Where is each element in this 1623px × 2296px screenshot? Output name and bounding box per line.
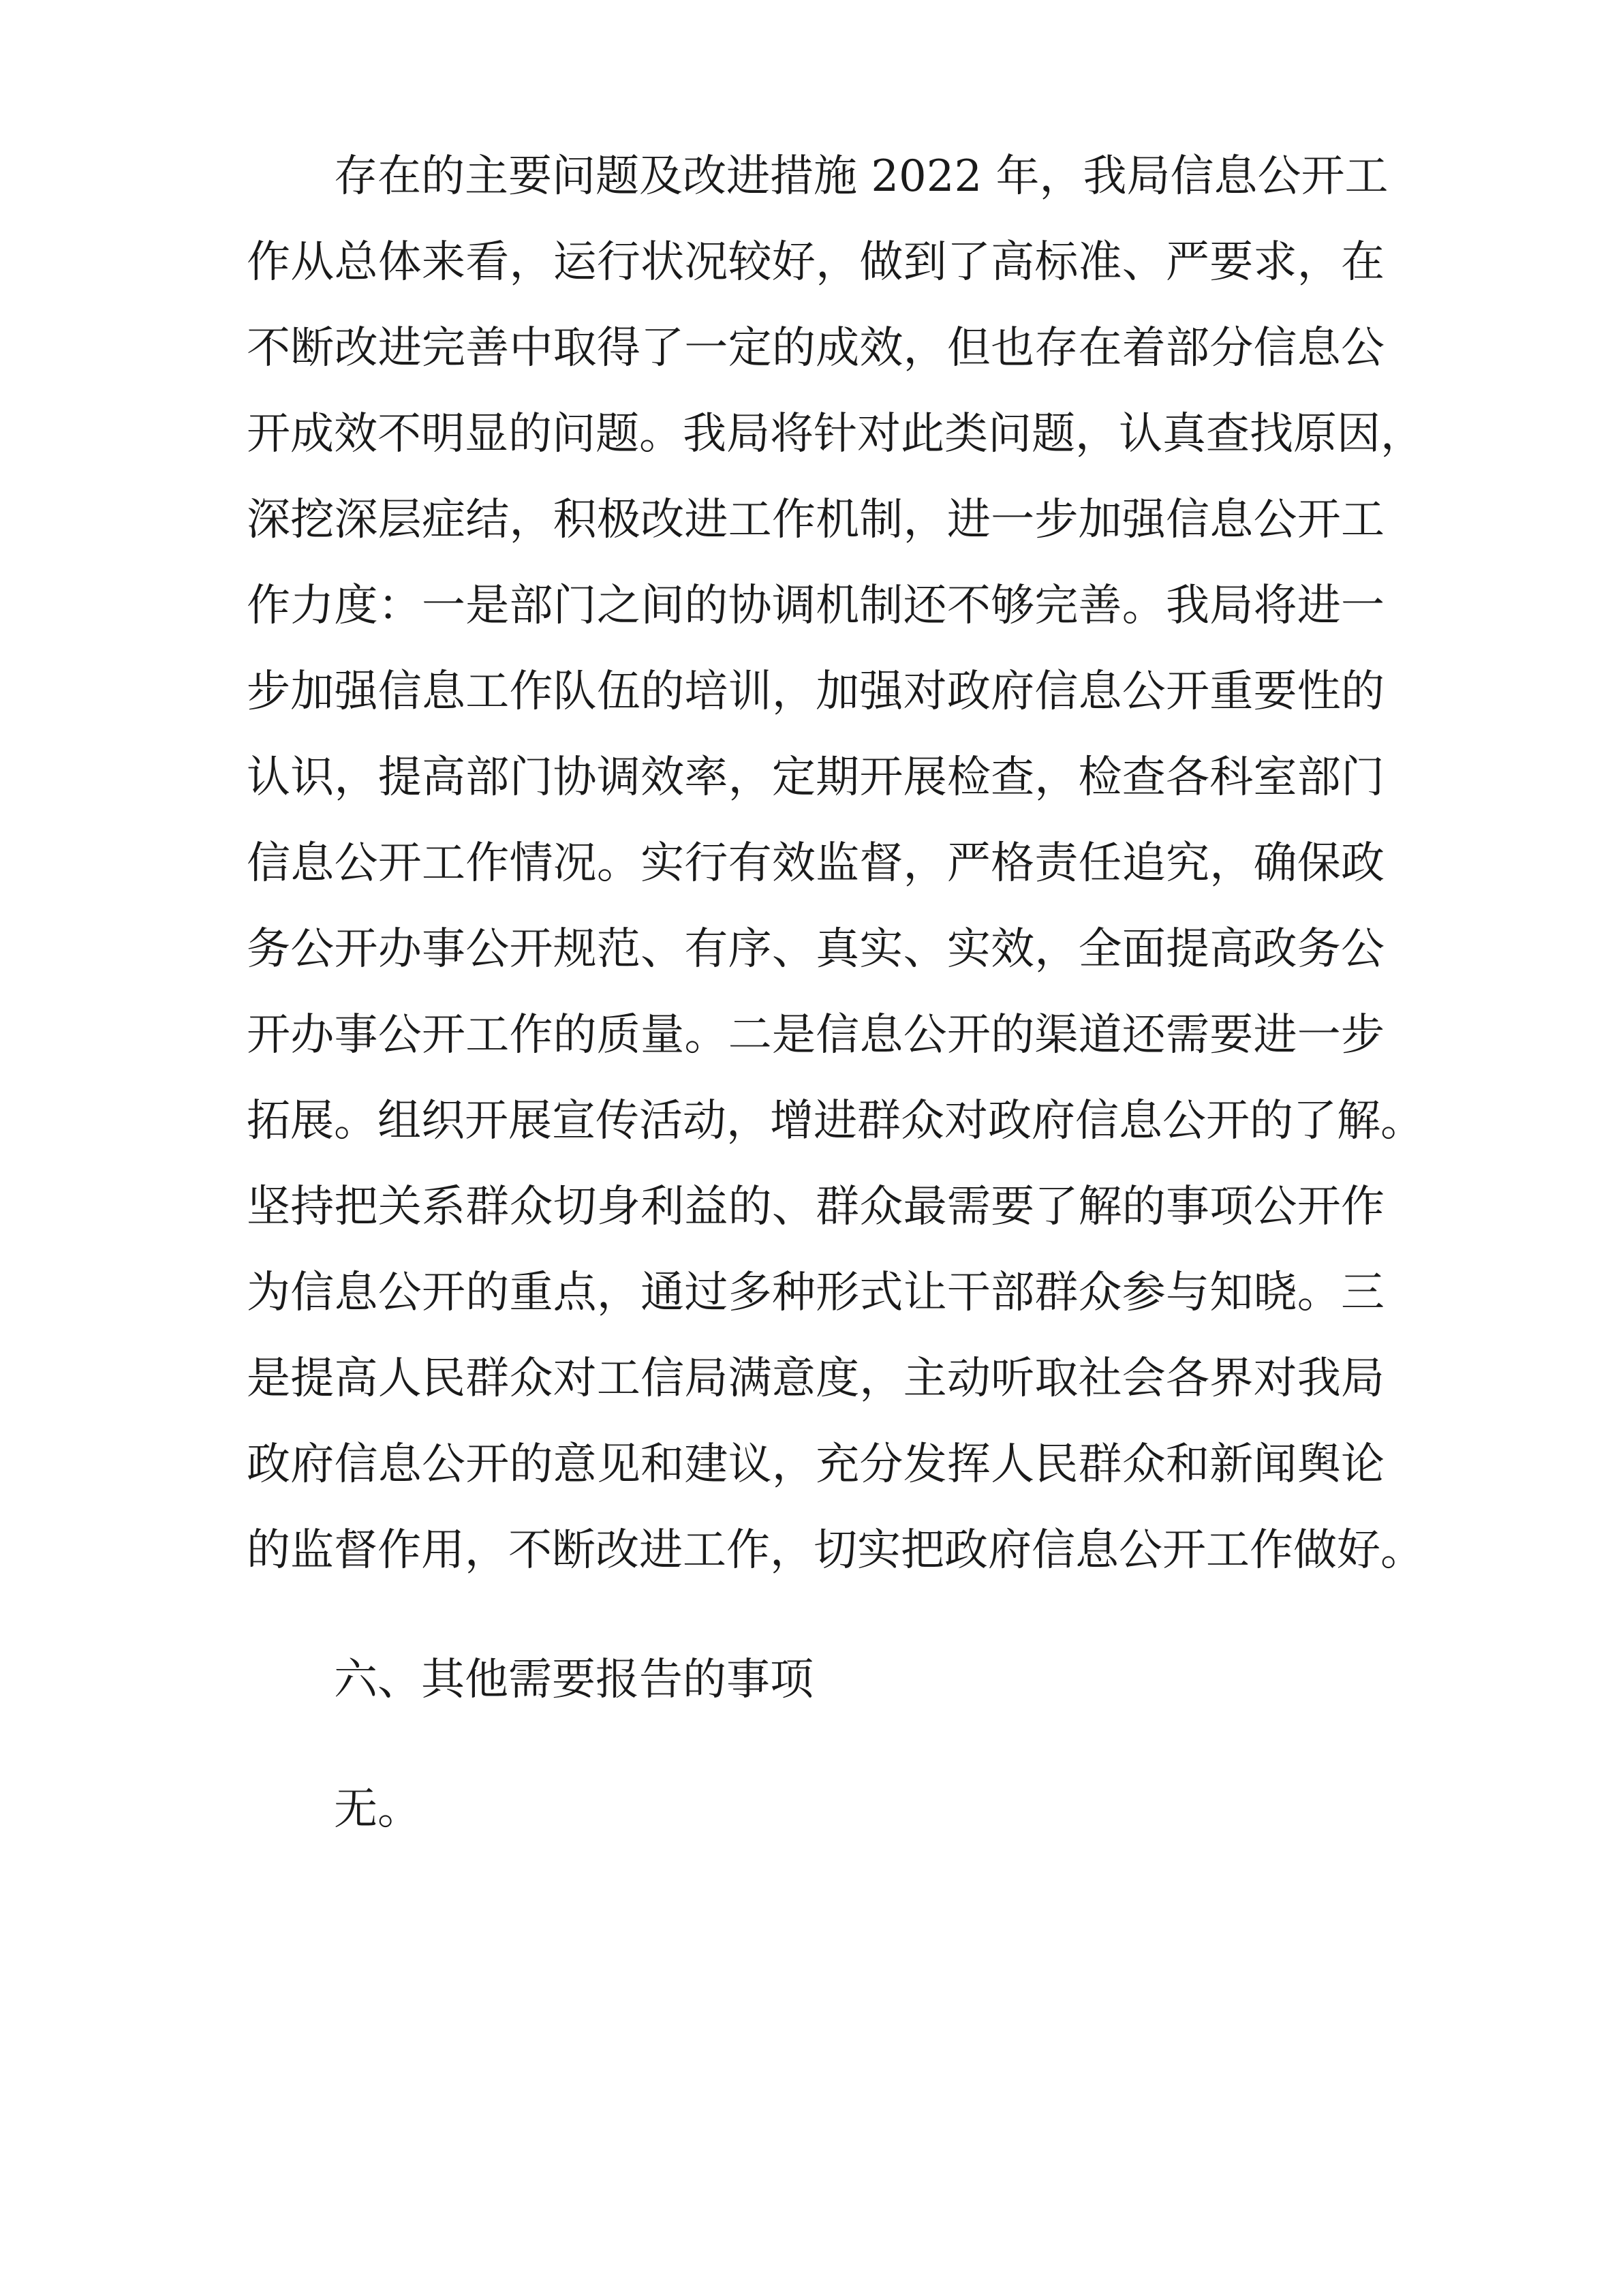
paragraph-line: 开成效不明显的问题。我局将针对此类问题，认真查找原因， xyxy=(247,409,1424,459)
document-body xyxy=(247,134,1424,1852)
paragraph-line: 坚持把关系群众切身利益的、群众最需要了解的事项公开作 xyxy=(247,1182,1385,1232)
paragraph-line: 是提高人民群众对工信局满意度，主动听取社会各界对我局 xyxy=(247,1353,1385,1404)
paragraph-line: 开办事公开工作的质量。二是信息公开的渠道还需要进一步 xyxy=(247,1010,1385,1060)
paragraph-line: 作力度：一是部门之间的协调机制还不够完善。我局将进一 xyxy=(247,581,1385,631)
paragraph-line: 务公开办事公开规范、有序、真实、实效，全面提高政务公 xyxy=(247,924,1385,975)
paragraph-problems-and-measures xyxy=(247,134,1424,1593)
section-heading: 六、其他需要报告的事项 xyxy=(334,1655,814,1705)
paragraph-line: 作从总体来看，运行状况较好，做到了高标准、严要求，在 xyxy=(247,237,1385,288)
paragraph-line: 存在的主要问题及改进措施 2022 年，我局信息公开工 xyxy=(334,151,1389,202)
section-body: 无。 xyxy=(334,1784,421,1835)
paragraph-line: 不断改进完善中取得了一定的成效，但也存在着部分信息公 xyxy=(247,323,1385,373)
paragraph-line: 深挖深层症结，积极改进工作机制，进一步加强信息公开工 xyxy=(247,495,1385,545)
paragraph-line: 政府信息公开的意见和建议，充分发挥人民群众和新闻舆论 xyxy=(247,1439,1385,1490)
paragraph-spacer xyxy=(247,1593,1385,1637)
paragraph-line: 的监督作用，不断改进工作，切实把政府信息公开工作做好。 xyxy=(247,1525,1424,1576)
paragraph-line: 为信息公开的重点，通过多种形式让干部群众参与知晓。三 xyxy=(247,1268,1385,1318)
paragraph-line: 拓展。组织开展宣传活动，增进群众对政府信息公开的了解。 xyxy=(247,1096,1424,1146)
paragraph-spacer xyxy=(247,1723,1385,1766)
paragraph-line: 步加强信息工作队伍的培训，加强对政府信息公开重要性的 xyxy=(247,667,1385,717)
paragraph-line: 信息公开工作情况。实行有效监督，严格责任追究，确保政 xyxy=(247,838,1385,889)
paragraph-line: 认识，提高部门协调效率，定期开展检查，检查各科室部门 xyxy=(247,752,1385,803)
